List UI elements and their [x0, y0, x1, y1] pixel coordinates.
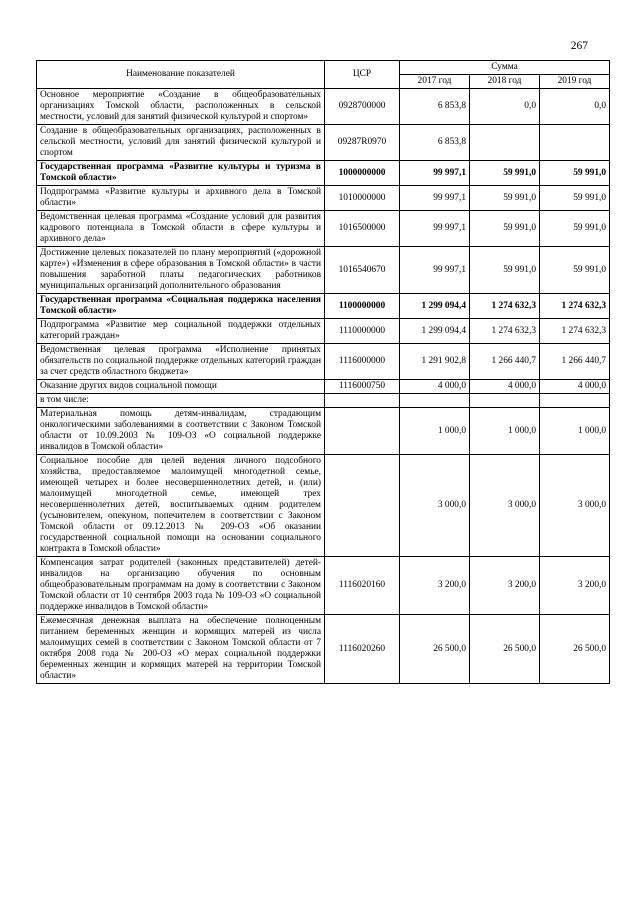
row-sum-2017: 1 000,0 [400, 408, 470, 455]
row-name: в том числе: [37, 394, 325, 408]
row-sum-2019: 59 991,0 [540, 186, 610, 211]
header-sum: Сумма [400, 61, 610, 75]
row-code: 0928700000 [325, 89, 400, 125]
row-sum-2017: 6 853,8 [400, 89, 470, 125]
table-body [37, 89, 610, 684]
row-code [325, 408, 400, 455]
page-number: 267 [570, 40, 588, 52]
table-row [37, 344, 610, 380]
row-sum-2017: 3 200,0 [400, 557, 470, 615]
row-code: 1016540670 [325, 247, 400, 294]
row-sum-2018: 26 500,0 [470, 615, 540, 684]
row-name: Оказание других видов социальной помощи [37, 380, 325, 394]
row-sum-2018: 1 274 632,3 [470, 294, 540, 319]
row-sum-2017: 4 000,0 [400, 380, 470, 394]
table-row [37, 557, 610, 615]
row-code [325, 394, 400, 408]
row-sum-2017: 6 853,8 [400, 125, 470, 161]
row-name: Социальное пособие для целей ведения личного подсобного хозяйства, предоставляемое малоимущей многодетной семье, имеющей четырех и более несовершеннолетних детей, и (или) малоимущей многодетной семье, имеющей трех несовершеннолетних детей, воспитываемых одним родителем (усыновителем, опекуном, попечителем в соответствии с Законом Томской области от 09.12.2013 № 209-ОЗ «Об оказании государственной социальной помощи на основании социального контракта в Томской области» [37, 455, 325, 557]
row-code: 1000000000 [325, 161, 400, 186]
table-row [37, 380, 610, 394]
row-name: Ведомственная целевая программа «Исполнение принятых обязательств по социальной поддержке отдельных категорий граждан за счет средств областного бюджета» [37, 344, 325, 380]
row-name: Государственная программа «Развитие культуры и туризма в Томской области» [37, 161, 325, 186]
table-row [37, 615, 610, 684]
row-sum-2019: 3 000,0 [540, 455, 610, 557]
row-sum-2017: 1 299 094,4 [400, 319, 470, 344]
row-sum-2019: 1 266 440,7 [540, 344, 610, 380]
row-sum-2019 [540, 394, 610, 408]
row-sum-2018: 1 000,0 [470, 408, 540, 455]
row-sum-2018: 0,0 [470, 89, 540, 125]
row-sum-2017 [400, 394, 470, 408]
row-sum-2019: 59 991,0 [540, 247, 610, 294]
header-name: Наименование показателей [37, 61, 325, 89]
budget-table [36, 60, 610, 684]
row-sum-2017: 99 997,1 [400, 186, 470, 211]
header-year-2018: 2018 год [470, 75, 540, 89]
row-sum-2017: 3 000,0 [400, 455, 470, 557]
table-row [37, 294, 610, 319]
row-sum-2019: 59 991,0 [540, 161, 610, 186]
table-row [37, 211, 610, 247]
header-code: ЦСР [325, 61, 400, 89]
row-code: 1100000000 [325, 294, 400, 319]
row-code: 1110000000 [325, 319, 400, 344]
row-sum-2018: 1 274 632,3 [470, 319, 540, 344]
row-code: 09287R0970 [325, 125, 400, 161]
row-sum-2018: 3 000,0 [470, 455, 540, 557]
row-name: Подпрограмма «Развитие мер социальной поддержки отдельных категорий граждан» [37, 319, 325, 344]
row-sum-2019: 1 274 632,3 [540, 294, 610, 319]
row-code: 1010000000 [325, 186, 400, 211]
row-sum-2019 [540, 125, 610, 161]
row-name: Материальная помощь детям-инвалидам, страдающим онкологическими заболеваниями в соответствии с Законом Томской области от 10.09.2003 № 109-ОЗ «О социальной поддержке инвалидов в Томской области» [37, 408, 325, 455]
table-row [37, 161, 610, 186]
row-sum-2019: 59 991,0 [540, 211, 610, 247]
row-sum-2018: 59 991,0 [470, 186, 540, 211]
table-row [37, 319, 610, 344]
row-sum-2018 [470, 394, 540, 408]
row-sum-2019: 1 274 632,3 [540, 319, 610, 344]
row-sum-2019: 0,0 [540, 89, 610, 125]
row-sum-2018 [470, 125, 540, 161]
header-year-2017: 2017 год [400, 75, 470, 89]
table-row [37, 394, 610, 408]
row-sum-2018: 59 991,0 [470, 161, 540, 186]
table-row [37, 408, 610, 455]
row-sum-2019: 1 000,0 [540, 408, 610, 455]
row-sum-2017: 99 997,1 [400, 211, 470, 247]
table-row [37, 186, 610, 211]
row-sum-2018: 3 200,0 [470, 557, 540, 615]
row-code: 1116020160 [325, 557, 400, 615]
table-row [37, 247, 610, 294]
row-sum-2017: 1 291 902,8 [400, 344, 470, 380]
row-code: 1116000750 [325, 380, 400, 394]
header-year-2019: 2019 год [540, 75, 610, 89]
row-sum-2019: 26 500,0 [540, 615, 610, 684]
row-code [325, 455, 400, 557]
row-sum-2019: 4 000,0 [540, 380, 610, 394]
row-name: Ежемесячная денежная выплата на обеспечение полноценным питанием беременных женщин и кормящих матерей из числа малоимущих семей в соответствии с Законом Томской области от 7 октября 2008 года № 200-ОЗ «О мерах социальной поддержки беременных женщин и кормящих матерей на территории Томской области» [37, 615, 325, 684]
row-sum-2017: 1 299 094,4 [400, 294, 470, 319]
row-name: Государственная программа «Социальная поддержка населения Томской области» [37, 294, 325, 319]
row-name: Основное мероприятие «Создание в общеобразовательных организациях Томской области, расположенных в сельской местности, условий для занятий физической культурой и спортом» [37, 89, 325, 125]
table-row [37, 455, 610, 557]
row-sum-2017: 99 997,1 [400, 161, 470, 186]
row-sum-2018: 59 991,0 [470, 211, 540, 247]
row-sum-2019: 3 200,0 [540, 557, 610, 615]
table-row [37, 89, 610, 125]
table-row [37, 125, 610, 161]
row-sum-2018: 1 266 440,7 [470, 344, 540, 380]
row-sum-2017: 26 500,0 [400, 615, 470, 684]
row-name: Достижение целевых показателей по плану мероприятий («дорожной карте») «Изменения в сфере образования в Томской области» в части повышения заработной платы педагогических работников муниципальных организаций дополнительного образования [37, 247, 325, 294]
row-code: 1116000000 [325, 344, 400, 380]
row-sum-2017: 99 997,1 [400, 247, 470, 294]
row-name: Компенсация затрат родителей (законных представителей) детей-инвалидов на организацию обучения по основным общеобразовательным программам на дому в соответствии с Законом Томской области от 10 сентября 2003 года № 109-ОЗ «О социальной поддержке инвалидов в Томской области» [37, 557, 325, 615]
row-code: 1016500000 [325, 211, 400, 247]
row-name: Ведомственная целевая программа «Создание условий для развития кадрового потенциала в Томской области в сфере культуры и архивного дела» [37, 211, 325, 247]
row-code: 1116020260 [325, 615, 400, 684]
row-name: Создание в общеобразовательных организациях, расположенных в сельской местности, условий для занятий физической культурой и спортом [37, 125, 325, 161]
row-name: Подпрограмма «Развитие культуры и архивного дела в Томской области» [37, 186, 325, 211]
row-sum-2018: 59 991,0 [470, 247, 540, 294]
row-sum-2018: 4 000,0 [470, 380, 540, 394]
